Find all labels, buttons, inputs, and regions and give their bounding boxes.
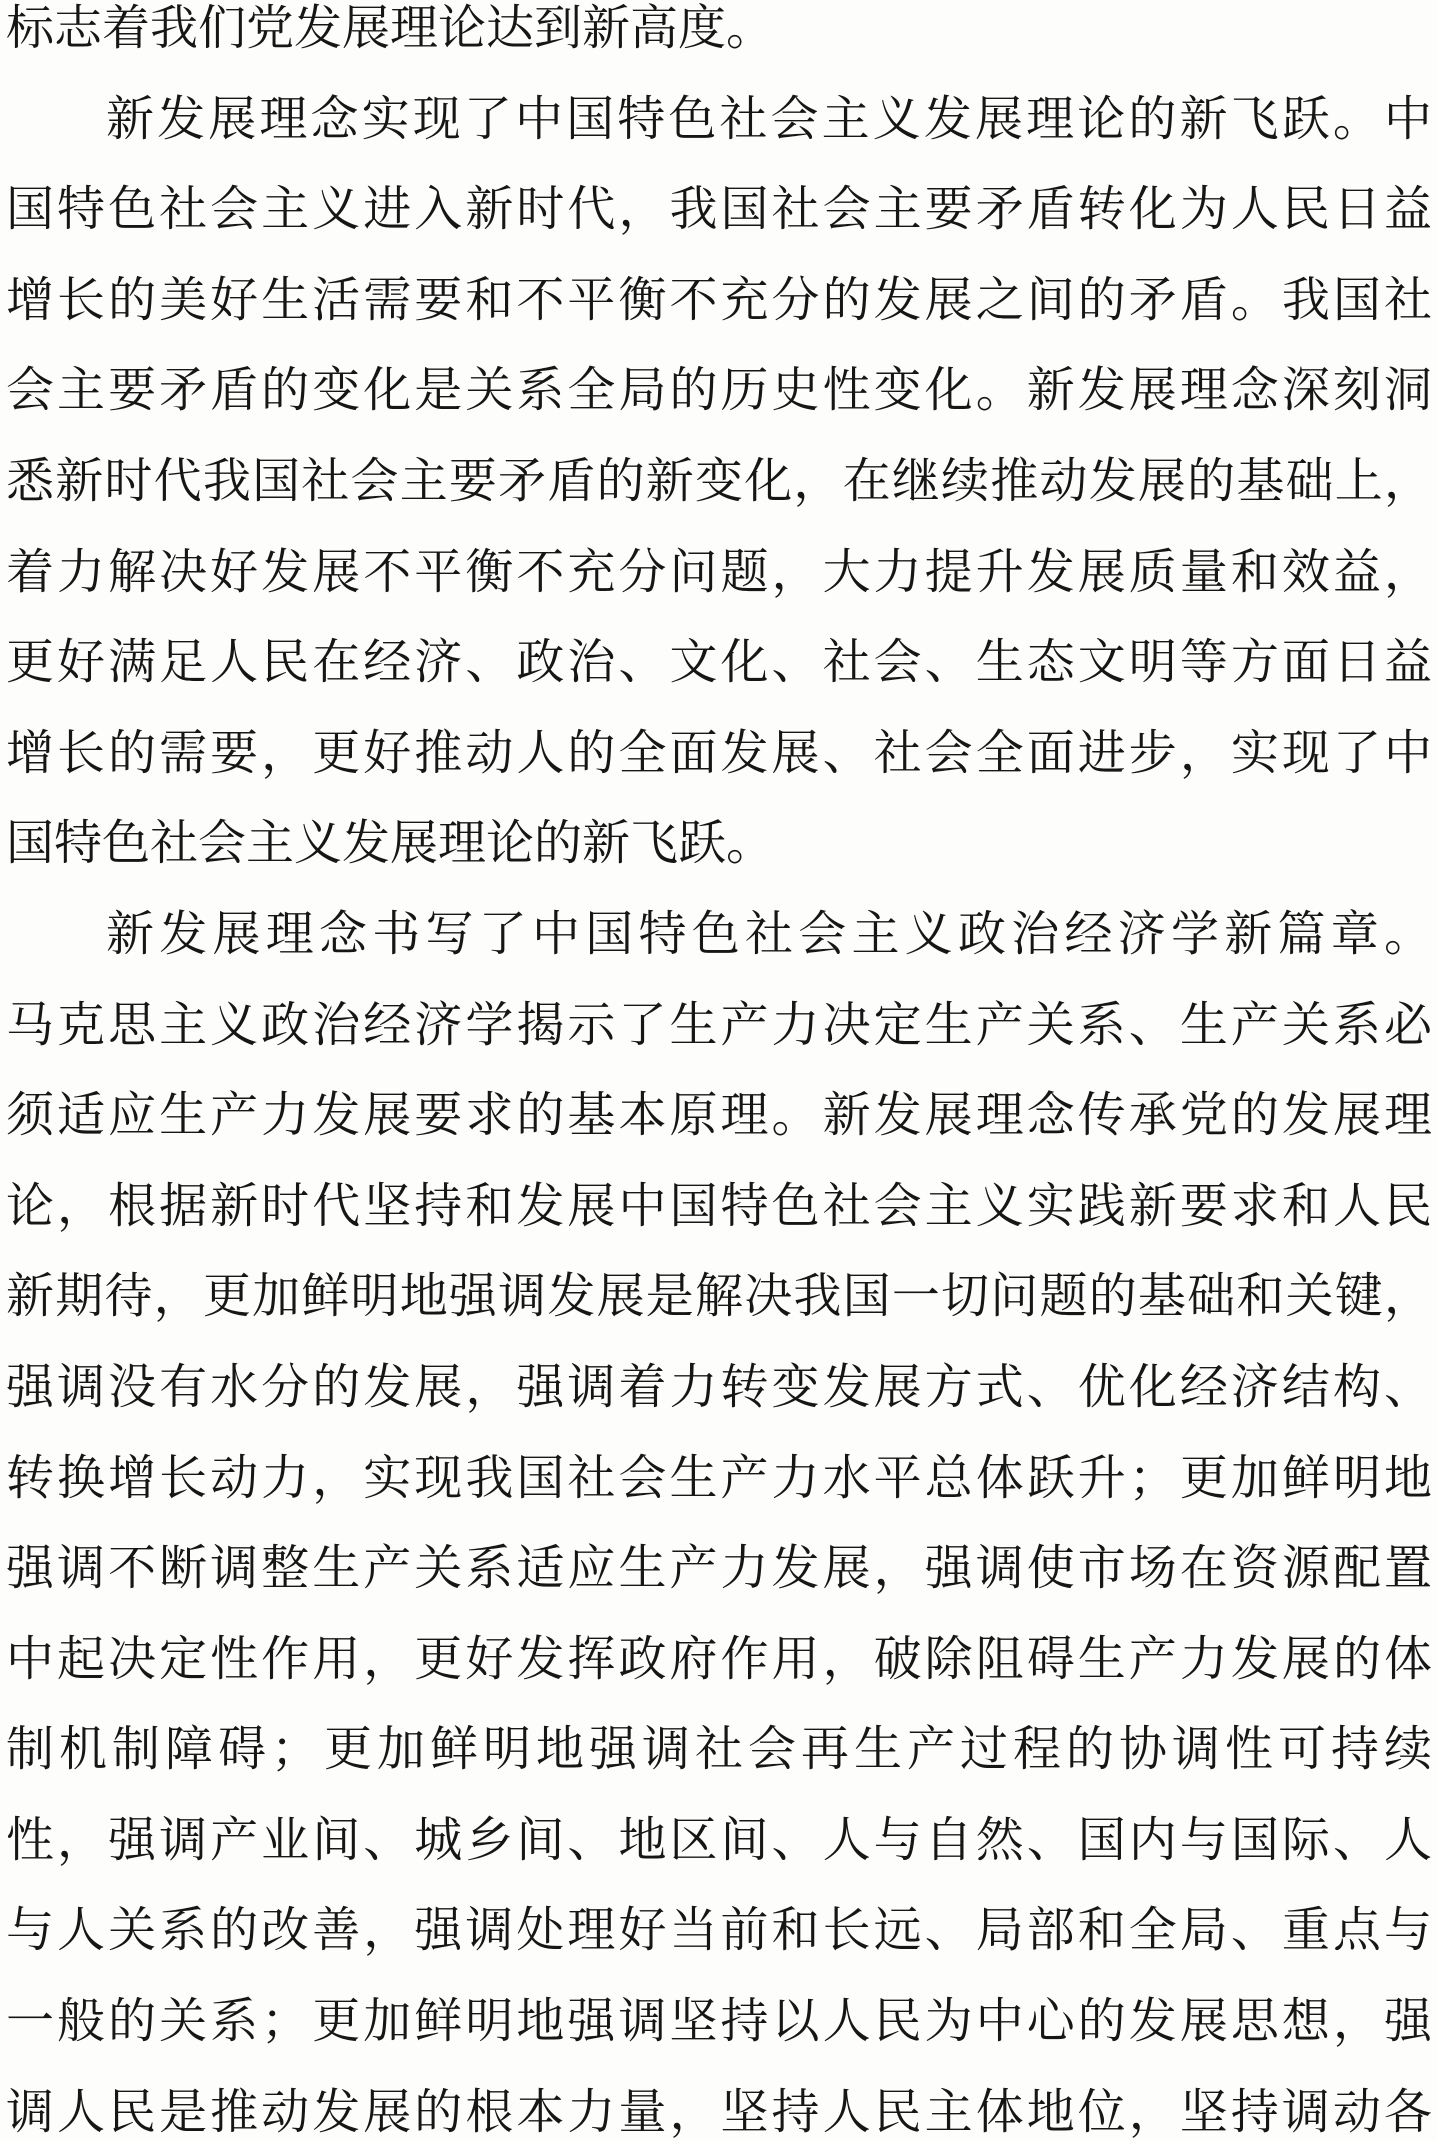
text-line: 马克思主义政治经济学揭示了生产力决定生产关系、生产关系必 [6, 996, 1432, 1053]
text-line: 着力解决好发展不平衡不充分问题，大力提升发展质量和效益， [6, 543, 1432, 600]
text-line: 国特色社会主义发展理论的新飞跃。 [6, 815, 775, 872]
text-line: 强调没有水分的发展，强调着力转变发展方式、优化经济结构、 [6, 1358, 1432, 1415]
text-line: 会主要矛盾的变化是关系全局的历史性变化。新发展理念深刻洞 [6, 362, 1432, 419]
text-line: 增长的需要，更好推动人的全面发展、社会全面进步，实现了中 [6, 724, 1432, 781]
text-line: 新期待，更加鲜明地强调发展是解决我国一切问题的基础和关键， [6, 1268, 1432, 1325]
paragraph [6, 0, 1432, 56]
text-line: 标志着我们党发展理论达到新高度。 [6, 0, 775, 56]
text-line: 强调不断调整生产关系适应生产力发展，强调使市场在资源配置 [6, 1540, 1432, 1597]
text-line: 转换增长动力，实现我国社会生产力水平总体跃升；更加鲜明地 [6, 1449, 1432, 1506]
text-line: 一般的关系；更加鲜明地强调坚持以人民为中心的发展思想，强 [6, 1993, 1432, 2050]
text-line: 增长的美好生活需要和不平衡不充分的发展之间的矛盾。我国社 [6, 271, 1432, 328]
text-line: 新发展理念书写了中国特色社会主义政治经济学新篇章。 [106, 905, 1432, 962]
text-line: 悉新时代我国社会主要矛盾的新变化，在继续推动发展的基础上， [6, 452, 1432, 509]
text-line: 须适应生产力发展要求的基本原理。新发展理念传承党的发展理 [6, 1087, 1432, 1144]
paragraph [6, 906, 1432, 2140]
text-line: 国特色社会主义进入新时代，我国社会主要矛盾转化为人民日益 [6, 181, 1432, 238]
text-line: 中起决定性作用，更好发挥政府作用，破除阻碍生产力发展的体 [6, 1630, 1432, 1687]
text-line: 与人关系的改善，强调处理好当前和长远、局部和全局、重点与 [6, 1902, 1432, 1959]
document-page [6, 0, 1432, 2140]
text-line: 更好满足人民在经济、政治、文化、社会、生态文明等方面日益 [6, 634, 1432, 691]
text-line: 制机制障碍；更加鲜明地强调社会再生产过程的协调性可持续 [6, 1721, 1432, 1778]
paragraph [6, 91, 1432, 872]
text-line: 论，根据新时代坚持和发展中国特色社会主义实践新要求和人民 [6, 1177, 1432, 1234]
text-line: 性，强调产业间、城乡间、地区间、人与自然、国内与国际、人 [6, 1811, 1432, 1868]
text-line: 调人民是推动发展的根本力量，坚持人民主体地位，坚持调动各 [6, 2083, 1432, 2140]
text-line: 新发展理念实现了中国特色社会主义发展理论的新飞跃。中 [106, 90, 1432, 147]
